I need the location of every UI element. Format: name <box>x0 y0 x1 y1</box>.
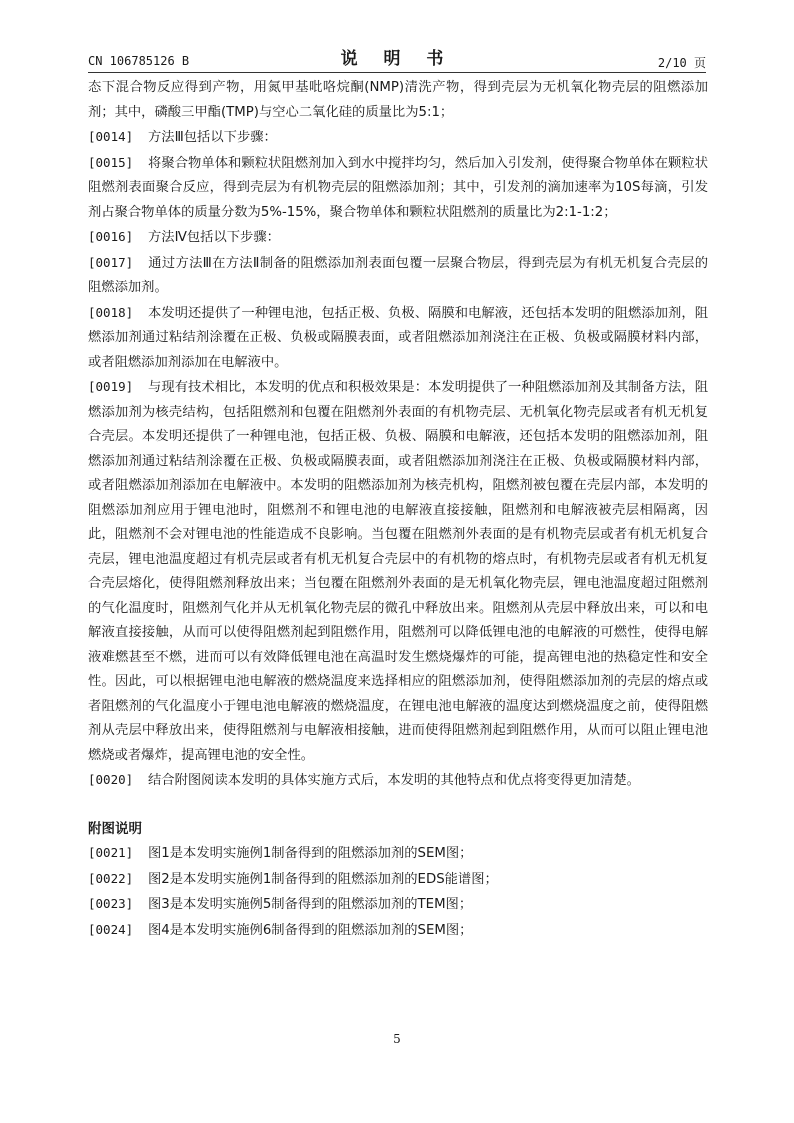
paragraph-text: 态下混合物反应得到产物，用氮甲基吡咯烷酮(NMP)清洗产物，得到壳层为无机氧化物壳层的阻燃添加剂；其中，磷酸三甲酯(TMP)与空心二氧化硅的质量比为5:1； <box>88 80 708 120</box>
paragraph <box>88 841 708 867</box>
paragraph <box>88 151 708 226</box>
header-rule <box>88 72 706 73</box>
paragraph <box>88 375 708 768</box>
paragraph-number: [0020] <box>88 772 134 787</box>
paragraph-number: [0017] <box>88 254 134 270</box>
page-indicator: 2/10 页 <box>657 56 706 70</box>
paragraph-number: [0021] <box>88 845 134 860</box>
paragraph-text: 图1是本发明实施例1制备得到的阻燃添加剂的SEM图； <box>148 846 473 861</box>
paragraph <box>88 251 708 301</box>
paragraph <box>88 768 708 794</box>
paragraph-number: [0015] <box>88 154 134 170</box>
paragraph-text: 结合附图阅读本发明的具体实施方式后，本发明的其他特点和优点将变得更加清楚。 <box>148 773 640 788</box>
patent-number: CN 106785126 B <box>88 54 190 68</box>
paragraph <box>88 867 708 893</box>
paragraph-text: 本发明还提供了一种锂电池，包括正极、负极、隔膜和电解液，还包括本发明的阻燃添加剂，阻燃添加剂通过粘结剂涂覆在正极、负极或隔膜表面，或者阻燃添加剂浇注在正极、负极或隔膜材料内部，或者阻燃添加剂添加在电解液中。 <box>88 305 708 370</box>
paragraph <box>88 892 708 918</box>
document-body <box>88 76 708 943</box>
paragraph-text: 图3是本发明实施例5制备得到的阻燃添加剂的TEM图； <box>148 897 473 912</box>
paragraph <box>88 918 708 944</box>
paragraph-number: [0018] <box>88 304 134 320</box>
paragraph-number: [0023] <box>88 896 134 911</box>
paragraph-number: [0014] <box>88 129 134 144</box>
paragraph-text: 将聚合物单体和颗粒状阻燃剂加入到水中搅拌均匀，然后加入引发剂，使得聚合物单体在颗粒状阻燃剂表面聚合反应，得到壳层为有机物壳层的阻燃添加剂；其中，引发剂的滴加速率为10S每滴，引发剂占聚合物单体的质量分数为5%-15%，聚合物单体和颗粒状阻燃剂的质量比为2:1-1:2； <box>88 155 708 220</box>
section-title: 附图说明 <box>88 820 142 837</box>
paragraph-text: 通过方法Ⅲ在方法Ⅱ制备的阻燃添加剂表面包覆一层聚合物层，得到壳层为有机无机复合壳层的阻燃添加剂。 <box>88 255 708 295</box>
paragraph-list <box>88 76 708 794</box>
paragraph <box>88 76 708 125</box>
paragraph-text: 方法Ⅳ包括以下步骤： <box>148 230 280 245</box>
paragraph-text: 方法Ⅲ包括以下步骤： <box>148 130 277 145</box>
page-header <box>88 44 706 72</box>
paragraph-text: 与现有技术相比，本发明的优点和积极效果是：本发明提供了一种阻燃添加剂及其制备方法，阻燃添加剂为核壳结构，包括阻燃剂和包覆在阻燃剂外表面的有机物壳层、无机氧化物壳层或者有机无机复合壳层。本发明还提供了一种锂电池，包括正极、负极、隔膜和电解液，还包括本发明的阻燃添加剂，阻燃添加剂通过粘结剂涂覆在正极、负极或隔膜表面，或者阻燃添加剂浇注在正极、负极或隔膜材料内部，或者阻燃添加剂添加在电解液中。本发明的阻燃添加剂为核壳机构，阻燃剂被包覆在壳层内部，本发明的阻燃添加剂应用于锂电池时，阻燃剂不和锂电池的电解液直接接触，阻燃剂和电解液被壳层相隔离，因此，阻燃剂不会对锂电池的性能造成不良影响。当包覆在阻燃剂外表面的是有机物壳层或者有机无机复合壳层，锂电池温度超过有机壳层或者有机无机复合壳层中的有机物的熔点时，有机物壳层或者有机无机复合壳层熔化，使得阻燃剂释放出来；当包覆在阻燃剂外表面的是无机氧化物壳层，锂电池温度超过阻燃剂的气化温度时，阻燃剂气化并从无机氧化物壳层的微孔中释放出来。阻燃剂从壳层中释放出来，可以和电解液直接接触，从而可以使得阻燃剂起到阻燃作用，阻燃剂可以降低锂电池的电解液的可燃性，使得电解液难燃甚至不燃，进而可以有效降低锂电池在高温时发生燃烧爆炸的可能，提高锂电池的热稳定性和安全性。因此，可以根据锂电池电解液的燃烧温度来选择相应的阻燃添加剂，使得阻燃添加剂的壳层的熔点或者阻燃剂的气化温度小于锂电池电解液的燃烧温度，在锂电池电解液的温度达到燃烧温度之前，使得阻燃剂从壳层中释放出来，使得阻燃剂与电解液相接触，进而使得阻燃剂起到阻燃作用，从而可以阻止锂电池燃烧或者爆炸，提高锂电池的安全性。 <box>88 380 708 763</box>
figure-description-list <box>88 841 708 943</box>
paragraph-text: 图4是本发明实施例6制备得到的阻燃添加剂的SEM图； <box>148 922 473 938</box>
paragraph-number: [0019] <box>88 379 134 394</box>
paragraph-text: 图2是本发明实施例1制备得到的阻燃添加剂的EDS能谱图； <box>148 871 498 887</box>
paragraph-number: [0024] <box>88 921 134 937</box>
paragraph <box>88 125 708 151</box>
document-title: 说 明 书 <box>340 49 454 69</box>
paragraph <box>88 301 708 376</box>
page-number: 5 <box>393 1032 401 1046</box>
paragraph <box>88 225 708 251</box>
paragraph-number: [0016] <box>88 229 134 244</box>
paragraph-number: [0022] <box>88 870 134 886</box>
